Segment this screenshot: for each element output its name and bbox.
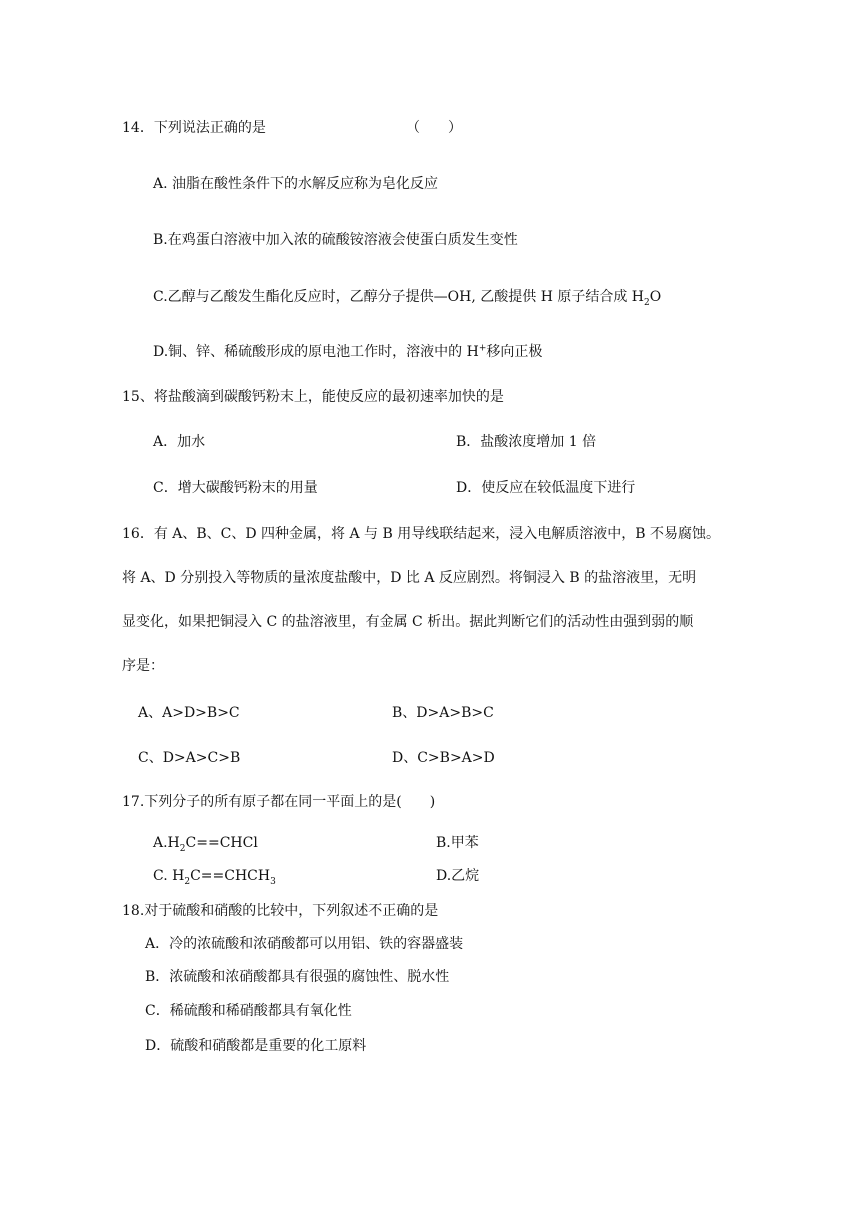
- q15-stem: 15、将盐酸滴到碳酸钙粉末上，能使反应的最初速率加快的是: [122, 389, 504, 405]
- q16-stem-line-2: 将 A、D 分别投入等物质的量浓度盐酸中，D 比 A 反应剧烈。将铜浸入 B 的盐溶液里，无明: [122, 570, 697, 586]
- q14-option-a: A. 油脂在酸性条件下的水解反应称为皂化反应: [153, 176, 439, 192]
- q14-stem: 14．下列说法正确的是: [122, 120, 266, 136]
- q16-option-d: D、C>B>A>D: [392, 750, 495, 766]
- q16-option-b: B、D>A>B>C: [392, 705, 494, 721]
- q16-option-a: A、A>D>B>C: [138, 705, 240, 721]
- q18-option-a: A．冷的浓硫酸和浓硝酸都可以用铝、铁的容器盛装: [145, 936, 464, 952]
- q14-answer-bracket: （ ）: [406, 120, 462, 136]
- q17-option-b: B.甲苯: [436, 835, 479, 851]
- q15-option-c: C．增大碳酸钙粉末的用量: [153, 480, 318, 496]
- q16-stem-line-4: 序是：: [122, 658, 164, 674]
- q16-stem-line-1: 16．有 A、B、C、D 四种金属，将 A 与 B 用导线联结起来，浸入电解质溶液中，B 不易腐蚀。: [122, 526, 720, 542]
- q18-option-c: C．稀硫酸和稀硝酸都具有氧化性: [145, 1003, 352, 1019]
- q14-option-c: C.乙醇与乙酸发生酯化反应时，乙醇分子提供—OH, 乙酸提供 H 原子结合成 $H_2O$: [153, 289, 662, 308]
- q18-stem: 18.对于硫酸和硝酸的比较中，下列叙述不正确的是: [122, 903, 439, 919]
- q18-option-b: B．浓硫酸和浓硝酸都具有很强的腐蚀性、脱水性: [145, 969, 450, 985]
- q17-option-c: C. $H_2C==CHCH_3$: [153, 868, 276, 887]
- q16-stem-line-3: 显变化，如果把铜浸入 C 的盐溶液里，有金属 C 析出。据此判断它们的活动性由强到弱的顺: [122, 614, 694, 630]
- q18-option-d: D．硫酸和硝酸都是重要的化工原料: [145, 1038, 367, 1054]
- q16-option-c: C、D>A>C>B: [138, 750, 241, 766]
- q17-option-d: D.乙烷: [436, 868, 480, 884]
- q15-option-d: D．使反应在较低温度下进行: [456, 480, 636, 496]
- q17-stem: 17.下列分子的所有原子都在同一平面上的是( ): [122, 794, 436, 810]
- q14-option-b: B.在鸡蛋白溶液中加入浓的硫酸铵溶液会使蛋白质发生变性: [153, 232, 518, 248]
- q14-option-d: D.铜、锌、稀硫酸形成的原电池工作时，溶液中的 H+移向正极: [153, 343, 543, 360]
- q15-option-b: B．盐酸浓度增加 1 倍: [456, 434, 597, 450]
- q15-option-a: A．加水: [153, 434, 206, 450]
- q17-option-a: $A.H_2C==CHCl$: [153, 835, 258, 854]
